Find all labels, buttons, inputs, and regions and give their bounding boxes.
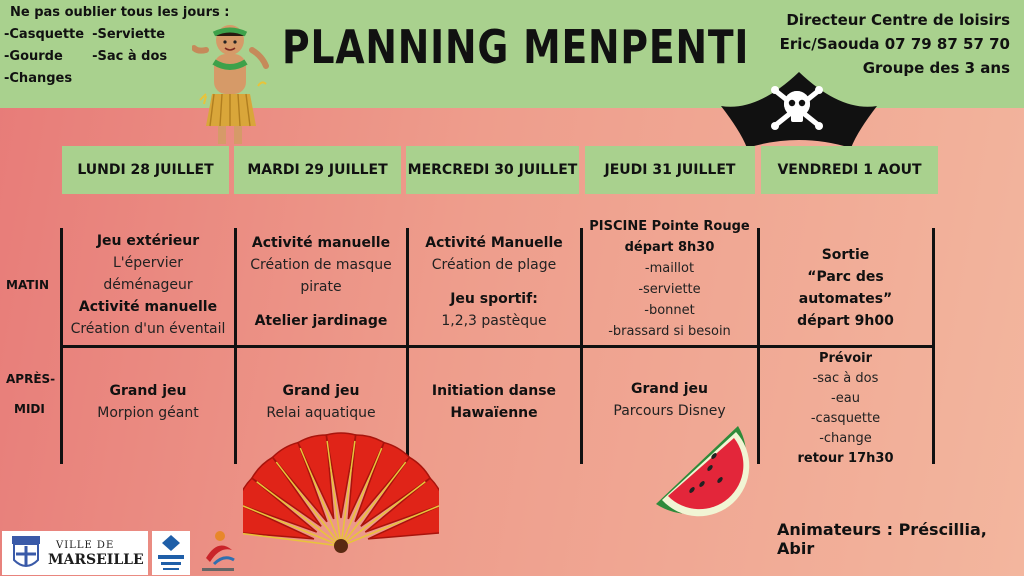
cell-vendredi-apres-midi	[759, 349, 932, 469]
logo-text: MARSEILLE	[48, 552, 144, 568]
activity-text: -change	[819, 431, 872, 446]
row-label-apres-midi: APRÈS-	[6, 372, 56, 386]
red-fan-illustration	[243, 430, 439, 556]
director-line: Groupe des 3 ans	[862, 59, 1010, 77]
activity-title: Jeu extérieur	[96, 233, 200, 249]
activity-text: 1,2,3 pastèque	[441, 313, 547, 329]
day-header-mercredi: MERCREDI 30 JUILLET	[406, 146, 579, 194]
activity-text: -brassard si besoin	[608, 324, 731, 339]
activity-title: Initiation danse	[431, 383, 557, 399]
activity-text: Morpion géant	[97, 405, 199, 421]
day-header-jeudi: JEUDI 31 JUILLET	[585, 146, 755, 194]
activity-title: Jeu sportif:	[450, 291, 538, 307]
activity-title: retour 17h30	[797, 451, 894, 466]
activity-text: -eau	[831, 391, 860, 406]
activity-title: Grand jeu	[631, 381, 708, 397]
reminder-item: -Sac à dos	[92, 49, 168, 64]
day-header-vendredi: VENDREDI 1 AOUT	[761, 146, 938, 194]
activity-title: Activité manuelle	[251, 235, 391, 251]
cell-jeudi-apres-midi	[582, 378, 757, 422]
reminder-item: -Changes	[4, 71, 73, 86]
grid-line	[60, 345, 935, 348]
animateurs-text: Animateurs : Préscillia, Abir	[777, 520, 987, 558]
day-header-lundi: LUNDI 28 JUILLET	[62, 146, 229, 194]
activity-title: départ 8h30	[624, 240, 715, 255]
activity-title: automates”	[798, 291, 893, 307]
activity-title: départ 9h00	[797, 313, 894, 329]
activity-text: -casquette	[810, 411, 881, 426]
activity-text: Création de plage	[431, 257, 557, 273]
activity-title: Activité Manuelle	[425, 235, 563, 251]
ville-de-marseille-logo	[2, 531, 148, 575]
activity-title: Grand jeu	[282, 383, 360, 399]
activity-text: L'épervier	[112, 255, 184, 271]
activity-text: Relai aquatique	[266, 405, 376, 421]
activity-title: Prévoir	[818, 351, 873, 366]
cell-jeudi-matin	[582, 216, 757, 342]
reminder-title: Ne pas oublier tous les jours :	[10, 5, 230, 20]
activity-text: déménageur	[103, 277, 193, 293]
logo-text: VILLE DE	[56, 540, 115, 551]
director-line: Directeur Centre de loisirs	[786, 11, 1010, 29]
page-title: PLANNING MENPENTI	[282, 20, 750, 74]
activity-text: Création d'un éventail	[70, 321, 226, 337]
activity-text: Création de masque	[250, 257, 392, 273]
cell-mercredi-apres-midi	[408, 380, 580, 424]
activity-title: “Parc des	[807, 269, 884, 285]
activity-title: Sortie	[821, 247, 870, 263]
cell-mardi-matin	[236, 232, 406, 332]
reminder-item: -Serviette	[92, 27, 166, 42]
hula-dancer-illustration	[192, 22, 274, 148]
row-label-apres-midi: MIDI	[14, 402, 45, 416]
activity-text: Parcours Disney	[613, 403, 726, 419]
reminder-item: -Casquette	[4, 27, 85, 42]
activity-text: pirate	[300, 279, 342, 295]
activity-title: Hawaïenne	[450, 405, 538, 421]
cell-lundi-apres-midi	[62, 380, 234, 424]
activity-title: Grand jeu	[109, 383, 187, 399]
cell-vendredi-matin	[759, 244, 932, 332]
city-crest-icon	[6, 534, 46, 572]
centre-social-logo	[196, 528, 240, 576]
row-label-matin: MATIN	[6, 278, 49, 292]
activity-title: Atelier jardinage	[254, 313, 388, 329]
reminder-item: -Gourde	[4, 49, 63, 64]
activity-title: PISCINE Pointe Rouge	[589, 219, 750, 234]
cell-mardi-apres-midi	[236, 380, 406, 424]
activity-text: -bonnet	[644, 303, 695, 318]
cell-lundi-matin	[62, 230, 234, 340]
activity-title: Activité manuelle	[78, 299, 218, 315]
director-line: Eric/Saouda 07 79 87 57 70	[779, 35, 1010, 53]
caf-logo	[152, 531, 190, 575]
day-header-mardi: MARDI 29 JUILLET	[234, 146, 401, 194]
watermelon-illustration	[648, 420, 760, 532]
activity-text: -serviette	[638, 282, 701, 297]
activity-text: -maillot	[644, 261, 695, 276]
cell-mercredi-matin	[408, 232, 580, 332]
activity-text: -sac à dos	[812, 371, 879, 386]
pirate-hat-icon	[717, 62, 881, 154]
